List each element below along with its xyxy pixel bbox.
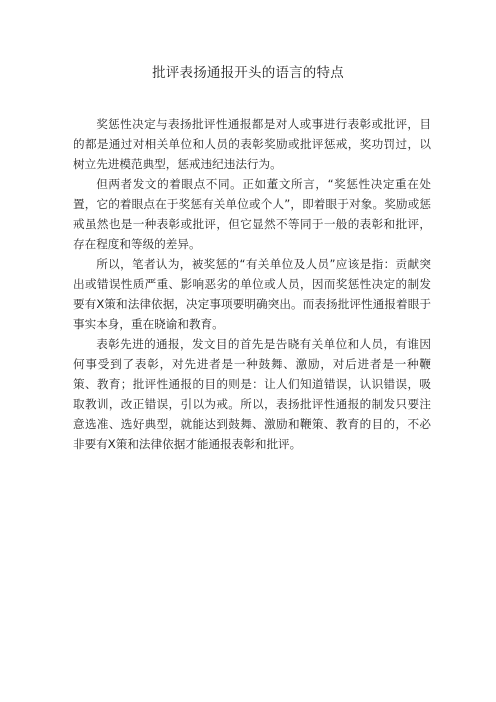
paragraph-3: 所以，笔者认为，被奖惩的“有关单位及人员”应该是指：贡献突出或错误性质严重、影响恶劣的单位或人员，因而奖惩性决定的制发要有X策和法律依据，决定事项要明确突出。而表扬批评性通报着眼于事实本身，重在晓谕和教育。 bbox=[73, 257, 431, 331]
paragraph-2: 但两者发文的着眼点不同。正如董文所言，“奖惩性决定重在处置，它的着眼点在于奖惩有关单位或个人”，即着眼于对象。奖励或惩戒虽然也是一种表彰或批评，但它显然不等同于一般的表彰和批评，存在程度和等级的差异。 bbox=[73, 177, 431, 251]
paragraph-4: 表彰先进的通报，发文目的首先是告晓有关单位和人员，有谁因何事受到了表彰，对先进者是一种鼓舞、激励，对后进者是一种鞭策、教育；批评性通报的目的则是：让人们知道错误，认识错误，吸取教训，改正错误，引以为戒。所以，表扬批评性通报的制发只要注意选准、选好典型，就能达到鼓舞、激励和鞭策、教育的目的，不必非要有X策和法律依据才能通报表彰和批评。 bbox=[73, 337, 431, 451]
document-body bbox=[73, 114, 431, 454]
paragraph-1: 奖惩性决定与表扬批评性通报都是对人或事进行表彰或批评，目的都是通过对相关单位和人员的表彰奖励或批评惩戒，奖功罚过，以树立先进模范典型，惩戒违纪违法行为。 bbox=[73, 117, 431, 171]
document-title: 批评表扬通报开头的语言的特点 bbox=[152, 65, 344, 81]
